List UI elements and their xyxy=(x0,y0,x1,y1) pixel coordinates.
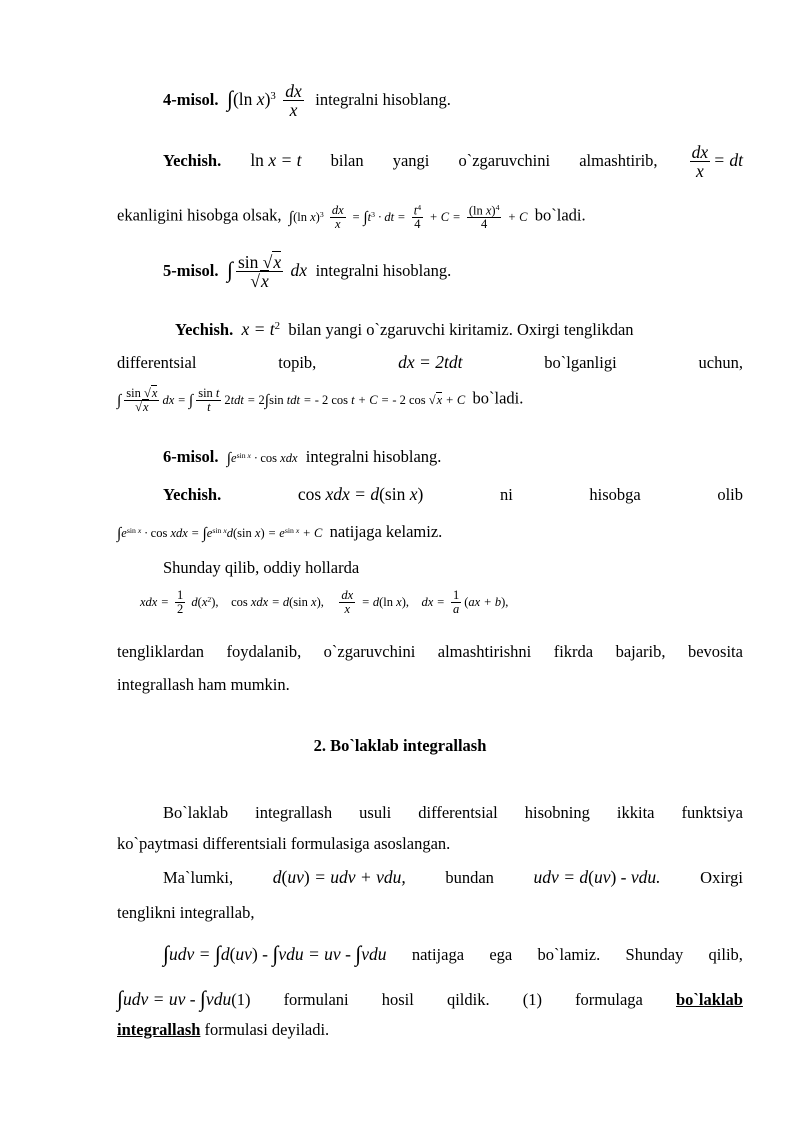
paragraph-word: ikkita xyxy=(616,803,655,822)
result-end-text: natijaga kelamiz. xyxy=(329,522,443,541)
section-heading: 2. Bo`laklab integrallash xyxy=(313,736,487,755)
udv-formula: udv = d(uv) - vdu. xyxy=(533,867,661,887)
differential-formula: cos xdx = d(sin x) xyxy=(297,484,424,504)
paragraph-word: Ma`lumki, xyxy=(163,868,234,887)
example-4-text: integralni hisoblang. xyxy=(315,89,451,109)
paragraph-word: hosil xyxy=(381,990,414,1009)
solution-text: bilan yangi o`zgaruvchi kiritamiz. Oxirgi tenglikdan xyxy=(288,320,634,339)
section-paragraph-1-line2: ko`paytmasi differentsiali formulasiga asoslangan. xyxy=(117,834,451,853)
solution-word: bilan xyxy=(330,150,364,170)
differential-formula: $\frac{dx}{x}$ = dt xyxy=(691,142,743,182)
example-6-integral: $\int e^{sin x} \cdot \cos$ xdx xyxy=(226,450,298,467)
section-paragraph-4-line2 xyxy=(117,1019,743,1040)
example-4-solution xyxy=(163,143,743,181)
example-6-result xyxy=(117,521,743,544)
section-paragraph-3 xyxy=(163,940,743,968)
paragraph-word: formulaga xyxy=(575,990,643,1009)
solution-word: topib, xyxy=(278,353,317,372)
paragraph-word: bundan xyxy=(445,868,494,887)
summary-word: foydalanib, xyxy=(226,642,302,661)
result-end-text: bo`ladi. xyxy=(472,388,524,408)
paragraph-word: qildik. xyxy=(446,990,490,1009)
example-5-line2 xyxy=(117,351,743,374)
differential-formula: dx = 2tdt xyxy=(398,352,463,372)
paragraph-word: Shunday xyxy=(625,945,684,964)
summary-word: tengliklardan xyxy=(117,642,205,661)
solution-word: almashtirib, xyxy=(579,150,658,170)
section-paragraph-1 xyxy=(163,802,743,823)
solution-word: o`zgaruvchini xyxy=(458,150,551,170)
solution-label: Yechish. xyxy=(175,320,234,339)
summary-word: fikrda xyxy=(553,642,594,661)
paragraph-word: differentsial xyxy=(418,803,498,822)
result-text: ekanligini hisobga olsak, xyxy=(117,205,282,225)
example-6-statement xyxy=(163,446,743,469)
paragraph-word: natijaga xyxy=(411,945,465,964)
paragraph-word: Bo`laklab xyxy=(163,803,229,822)
paragraph-word: integrallash xyxy=(255,803,333,822)
paragraph-word: Oxirgi xyxy=(700,868,743,887)
solution-word: differentsial xyxy=(117,353,197,372)
summary-intro: Shunday qilib, oddiy hollarda xyxy=(163,558,360,577)
section-paragraph-4 xyxy=(117,985,743,1013)
example-4-result-formula: ∫(ln x)$^3$ $\frac{dx}{x}$ = $\int t^3$ · dt = $\frac{t^4}{4}$ + C = $\frac{(\ln x)^4}{4}$ + C xyxy=(288,203,531,232)
solution-word: yangi xyxy=(392,150,430,170)
paragraph-text: formulasi deyiladi. xyxy=(204,1020,330,1039)
example-6-text: integralni hisoblang. xyxy=(305,447,442,466)
solution-label: Yechish. xyxy=(163,150,222,170)
example-5-solution xyxy=(175,318,743,341)
substitution-formula: ln x = t xyxy=(250,149,302,170)
example-5-result-formula: ∫ $\frac{\sin √x}{√x}$ dx = ∫ $\frac{\text{sin t}}{t}$ 2tdt = 2∫sin tdt = - 2 cos t + C = - 2 cos √x + C xyxy=(117,386,469,415)
summary-formula-list: xdx = $\frac{1}{2}$ $d(x^2)$, cos xdx = d(sin x), $\frac{dx}{x}$ = d(ln x), dx = $\frac{1}{a}$ (ax + b), xyxy=(140,588,509,617)
solution-word: hisobga xyxy=(589,485,641,504)
paragraph-word: ega xyxy=(489,945,513,964)
summary-formulas xyxy=(140,589,766,616)
solution-word: ni xyxy=(499,485,513,504)
integrated-formula: ∫udv = ∫d(uv) - ∫vdu = uv - ∫vdu xyxy=(163,942,387,966)
summary-word: o`zgaruvchini xyxy=(323,642,416,661)
paragraph-word: qilib, xyxy=(708,945,743,964)
summary-word: bevosita xyxy=(687,642,743,661)
product-differential-formula: d(uv) = udv + vdu, xyxy=(272,867,406,887)
paragraph-word: usuli xyxy=(359,803,392,822)
example-5-text: integralni hisoblang. xyxy=(315,260,452,280)
defined-term: integrallash xyxy=(117,1020,201,1039)
example-4-result xyxy=(117,204,743,232)
paragraph-word: hisobning xyxy=(524,803,590,822)
example-5-result xyxy=(117,387,743,414)
example-5-label: 5-misol. xyxy=(163,260,219,280)
example-4-statement xyxy=(163,82,743,120)
result-end-text: bo`ladi. xyxy=(534,205,586,225)
formula-number: (1) xyxy=(231,990,251,1009)
section-paragraph-2 xyxy=(163,866,743,889)
solution-word: olib xyxy=(717,485,743,504)
paragraph-word: (1) xyxy=(522,990,542,1009)
summary-word: almashtirishni xyxy=(437,642,532,661)
paragraph-word: funktsiya xyxy=(681,803,743,822)
substitution-formula: $x = t^2$ xyxy=(241,319,281,339)
example-6-label: 6-misol. xyxy=(163,447,219,466)
section-paragraph-2-line2: tenglikni integrallab, xyxy=(117,903,255,922)
integration-by-parts-formula: ∫udv = uv - ∫vdu(1) xyxy=(117,987,251,1011)
summary-line3: integrallash ham mumkin. xyxy=(117,675,290,694)
example-5-integral: ∫ $\frac{\sin √x}{√x}$ dx xyxy=(226,252,312,292)
solution-word: bo`lganligi xyxy=(544,353,617,372)
example-4-label: 4-misol. xyxy=(163,89,219,109)
example-4-integral: ∫(ln x)$^3$ $\frac{dx}{x}$ xyxy=(226,81,302,121)
paragraph-word: formulani xyxy=(283,990,349,1009)
defined-term: bo`laklab xyxy=(675,990,743,1009)
example-5-statement xyxy=(163,253,743,291)
example-6-solution xyxy=(163,483,743,506)
paragraph-word: bo`lamiz. xyxy=(537,945,601,964)
summary-word: bajarib, xyxy=(615,642,666,661)
solution-label: Yechish. xyxy=(163,485,222,504)
summary-line2 xyxy=(117,641,743,662)
solution-word: uchun, xyxy=(698,353,743,372)
example-6-result-formula: $\int e^{sin x} \cdot \cos$ xdx = $\int e^{sin x}d(\sin$ $x) = e^{sin x} + C$ xyxy=(117,525,326,542)
